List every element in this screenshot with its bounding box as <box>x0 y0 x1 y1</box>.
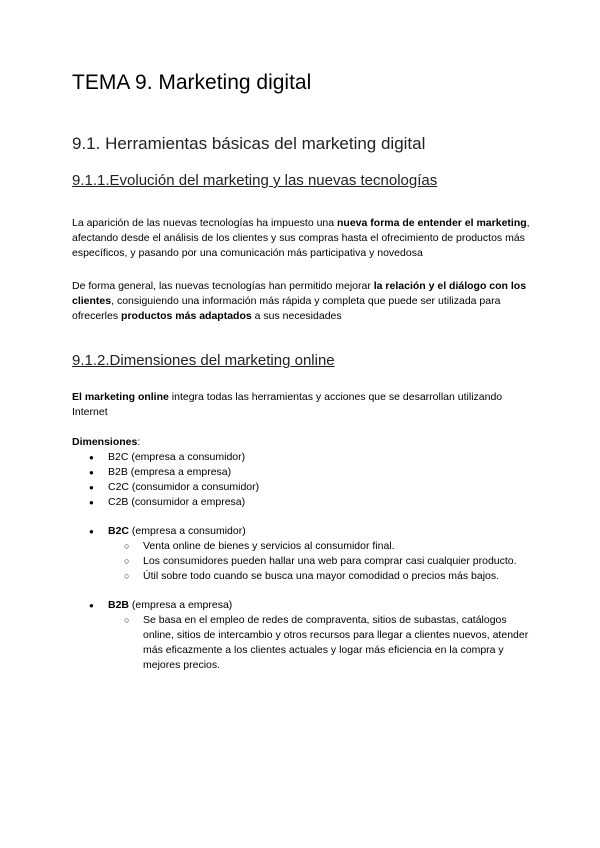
paragraph-evolucion-2 <box>72 279 532 324</box>
bold-text: productos más adaptados <box>121 310 252 322</box>
text: : <box>137 436 141 448</box>
b2c-sublist <box>143 539 532 584</box>
bold-text: El marketing online <box>72 391 169 403</box>
list-item: ○ Se basa en el empleo de redes de compraventa, sitios de subastas, catálogos online, sitios de intercambio y otros recursos para llegar a clientes nuevos, atender más eficazmente a los clientes actuales y logar más eficiencia en la compra y mejores precios. <box>143 613 532 673</box>
text: , consiguiendo una información más rápida y completa que puede ser utilizada para ofrecerles <box>72 295 501 322</box>
list-item: ○ Útil sobre todo cuando se busca una mayor comodidad o precios más bajos. <box>143 569 532 584</box>
text: (empresa a empresa) <box>129 599 233 611</box>
subsection-heading-evolucion: 9.1.1.Evolución del marketing y las nuevas tecnologías <box>72 172 438 189</box>
list-item: ● B2C (empresa a consumidor) <box>108 450 532 465</box>
text: La aparición de las nuevas tecnologías ha impuesto una <box>72 217 338 229</box>
paragraph-marketing-online <box>72 390 532 420</box>
text: integra todas las herramientas y acciones que se desarrollan utilizando Internet <box>72 391 503 418</box>
section-heading: 9.1. Herramientas básicas del marketing digital <box>72 134 426 153</box>
list-item: ● C2C (consumidor a consumidor) <box>108 480 532 495</box>
list-item-b2b <box>108 598 532 673</box>
bold-text: Dimensiones <box>72 436 138 448</box>
text: a sus necesidades <box>251 310 342 322</box>
text: (empresa a consumidor) <box>129 525 246 537</box>
text: De forma general, las nuevas tecnologías han permitido mejorar <box>72 280 374 292</box>
list-item: ● C2B (consumidor a empresa) <box>108 495 532 510</box>
dimensiones-label <box>72 435 532 450</box>
b2b-sublist <box>143 613 532 673</box>
paragraph-evolucion-1 <box>72 216 532 261</box>
document-content <box>72 68 532 673</box>
b2c-list <box>108 524 532 584</box>
list-item-b2c <box>108 524 532 584</box>
b2b-list <box>108 598 532 673</box>
bold-text: la relación y el diálogo con los clientes <box>72 280 527 307</box>
list-item: ○ Los consumidores pueden hallar una web para comprar casi cualquier producto. <box>143 554 532 569</box>
subsection-heading-dimensiones: 9.1.2.Dimensiones del marketing online <box>72 352 335 369</box>
list-item: ● B2B (empresa a empresa) <box>108 465 532 480</box>
list-item: ○ Venta online de bienes y servicios al consumidor final. <box>143 539 532 554</box>
bold-text: nueva forma de entender el marketing <box>337 217 527 229</box>
dimensions-list <box>108 450 532 510</box>
text: , afectando desde el análisis de los clientes y sus compras hasta el ofrecimiento de productos más específicos, y pasando por una comunicación más participativa y novedosa <box>72 217 530 259</box>
bold-text: B2B <box>108 599 130 611</box>
document-title: TEMA 9. Marketing digital <box>72 71 312 94</box>
bold-text: B2C <box>108 525 130 537</box>
